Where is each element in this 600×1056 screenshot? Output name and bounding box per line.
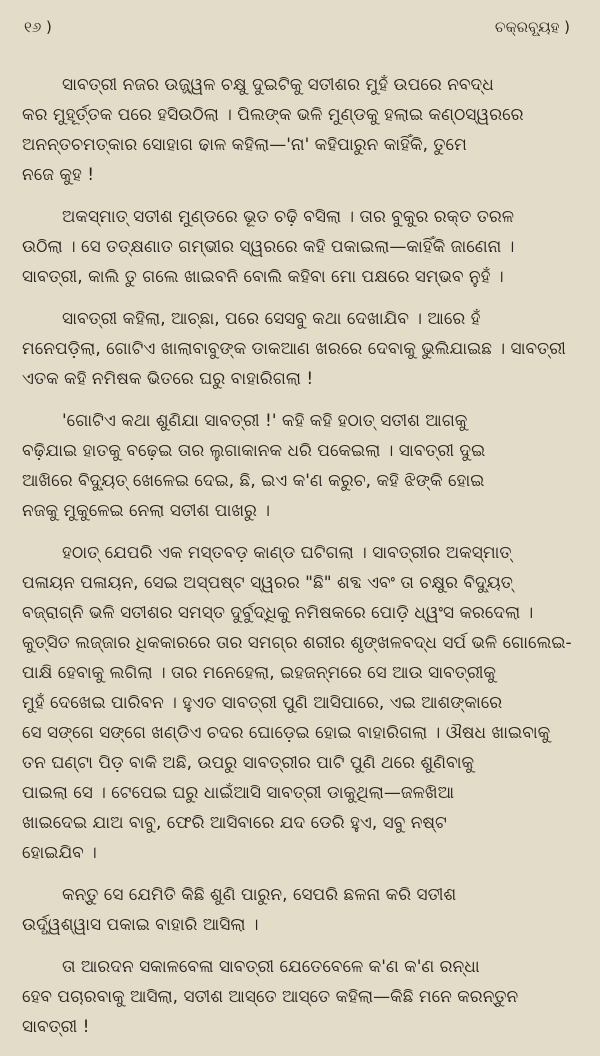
text-line: ନଜକୁ ମୁକୁଳେଇ ନେଲା ସତୀଶ ପାଖରୁ ।: [22, 501, 270, 521]
text-line: ଅକସ୍ମାତ୍ ସତୀଶ ମୁଣ୍ଡରେ ଭୂତ ଚଢ଼ି ବସିଲା । ତାର ବୁକୁର ରକ୍ତ ତରଳ: [62, 207, 515, 227]
paragraph: [22, 952, 574, 1042]
text-line: ସାବତ୍ରୀ ନଜର ଉଜ୍ଜ୍ୱଳ ଚକ୍ଷୁ ଦୁଇଟିକୁ ସତୀଶର ମୁହଁ ଉପରେ ନବଦ୍ଧ: [62, 75, 494, 95]
text-line: ସେ ସଙ୍ଗେ ସଙ୍ଗେ ଖଣ୍ଡିଏ ଚଦର ଘୋଡ଼େଇ ହୋଇ ବାହାରିଗଲା । ଔଷଧ ଖାଇବାକୁ: [22, 723, 551, 743]
text-line: ମୁହଁ ଦେଖେଇ ପାରିବନ । ହୁଏତ ସାବତ୍ରୀ ପୁଣି ଆସିପାରେ, ଏଇ ଆଶଙ୍କାରେ: [22, 693, 503, 713]
text-line: ହୋଇଯିବ ।: [22, 843, 97, 863]
text-line: ସାବତ୍ରୀ, କାଲି ତୁ ଗଲେ ଖାଇବନି ବୋଲି କହିବା ମୋ ପକ୍ଷରେ ସମ୍ଭବ ନୁହଁ ।: [22, 267, 504, 287]
text-line: ଉଠିଲା । ସେ ତତ୍‌କ୍ଷଣାତ ଗମ୍ଭୀର ସ୍ୱରରେ କହି ପକାଇଲା—କାହିଁକି ଜାଣେନା ।: [22, 237, 515, 257]
text-line: କର ମୁହୂର୍ତ୍ତକ ପରେ ହସିଉଠିଲା । ପିଲଙ୍କ ଭଳି ମୁଣ୍ଡକୁ ହଲାଇ କଣ୍ଠସ୍ୱରରେ: [22, 105, 524, 125]
text-line: ତା ଆରଦନ ସକାଳବେଳା ସାବତ୍ରୀ ଯେତେବେଳେ କ'ଣ କ'ଣ ରନ୍ଧା: [62, 957, 480, 977]
text-line: ଉର୍ଦ୍ଧ୍ୱଶ୍ୱାସ ପକାଇ ବାହାରି ଆସିଲା ।: [22, 915, 259, 935]
text-line: ବଢ଼ିଯାଇ ହାତକୁ ବଢ଼େଇ ତାର ଲୁଗାକାନକ ଧରି ପକେଇଲା । ସାବତ୍ରୀ ଦୁଇ: [22, 441, 486, 461]
paragraph: [22, 538, 574, 868]
text-line: ପାକ୍ଷି ହେବାକୁ ଲଗିଲା । ତାର ମନେହେଲା, ଇହଜନ୍ମରେ ସେ ଆଉ ସାବତ୍ରୀକୁ: [22, 663, 496, 683]
text-line: ଖାଇଦେଇ ଯାଅ ବାବୁ, ଫେରି ଆସିବାରେ ଯଦ ଡେରି ହୁଏ, ସବୁ ନଷ୍ଟ: [22, 813, 447, 833]
text-line: କୁତ୍ସିତ ଲଜ୍ଜାର ଧିକକାରରେ ତାର ସମଗ୍ର ଶରୀର ଶୃଙ୍ଖଳବଦ୍ଧ ସର୍ପ ଭଳି ଗୋଲେଇ-: [22, 633, 572, 653]
text-line: ପାଇଲା ସେ । ଟେପେଇ ଘରୁ ଧାଇଁଆସି ସାବତ୍ରୀ ଡାକୁଥିଲା—ଜଳଖିଆ: [22, 783, 455, 803]
body-text: [22, 70, 574, 1042]
text-line: କନ୍ତୁ ସେ ଯେମିତି କିଛି ଶୁଣି ପାରୁନ, ସେପରି ଛଳନା କରି ସତୀଶ: [62, 885, 457, 905]
text-line: ସାବତ୍ରୀ କହିଲା, ଆଚ୍ଛା, ପରେ ସେସବୁ କଥା ଦେଖାଯିବ । ଆରେ ହଁ: [62, 309, 481, 329]
text-line: ବଜ୍ରାଗ୍ନି ଭଳି ସତୀଶର ସମସ୍ତ ଦୁର୍ବୁଦ୍ଧିକୁ ନମିଷକରେ ପୋଡ଼ି ଧ୍ୱଂସ କରଦେଲା ।: [22, 603, 534, 623]
text-line: ସାବତ୍ରୀ !: [22, 1017, 90, 1037]
paragraph: [22, 880, 574, 940]
paragraph: [22, 70, 574, 190]
paragraph: [22, 202, 574, 292]
text-line: ହଠାତ୍ ଯେପରି ଏକ ମସ୍ତବଡ଼ କାଣ୍ଡ ଘଟିଗଲା । ସାବତ୍ରୀର ଅକସ୍ମାତ୍: [62, 543, 512, 563]
running-head: ଚକ୍ରବ୍ୟୂହ ): [494, 18, 570, 36]
text-line: ଏତକ କହି ନମିଷକ ଭିତରେ ଘରୁ ବାହାରିଗଲା !: [22, 369, 314, 389]
text-line: ହେବ ପଚାରବାକୁ ଆସିଲା, ସତୀଶ ଆସ୍ତେ ଆସ୍ତେ କହିଲା—କିଛି ମନେ କରନ୍ତୁନ: [22, 987, 519, 1007]
text-line: ଅନନ୍ତଚମତ୍କାର ସୋହାଗ ଢାଳ କହିଲା—'ନା' କହିପାରୁନ କାହିଁକି, ତୁମେ: [22, 135, 467, 155]
text-line: ନଜେ କୁହ !: [22, 165, 95, 185]
text-line: ଆଖିରେ ବିଦ୍ୟୁତ୍ ଖେଳେଇ ଦେଇ, ଛି, ଇଏ କ'ଣ କରୁଚ, କହି ଝିଙ୍କି ହୋଇ: [22, 471, 485, 491]
text-line: ତନ ଘଣ୍ଟା ପିଡ଼ ବାକି ଅଛି, ଉପରୁ ସାବତ୍ରୀର ପାଟି ପୁଣି ଥରେ ଶୁଣିବାକୁ: [22, 753, 475, 773]
text-line: 'ଗୋଟିଏ କଥା ଶୁଣିଯା ସାବତ୍ରୀ !' କହି କହି ହଠାତ୍ ସତୀଶ ଆଗକୁ: [62, 411, 468, 431]
paragraph: [22, 406, 574, 526]
paragraph: [22, 304, 574, 394]
page-number: ୧୬ ): [24, 18, 52, 36]
text-line: ପଳାୟନ ପଳାୟନ, ସେଇ ଅସ୍ପଷ୍ଟ ସ୍ୱରର "ଛି" ଶବ୍ଦ ଏବଂ ତା ଚକ୍ଷୁର ବିଦ୍ୟୁତ୍: [22, 573, 513, 593]
page-header: [22, 14, 574, 40]
text-line: ମନେପଡ଼ିଲା, ଗୋଟିଏ ଖାଲାବାବୁଙ୍କ ଡାକଆଣ ଖରରେ ଦେବାକୁ ଭୁଲିଯାଇଛ । ସାବତ୍ରୀ: [22, 339, 566, 359]
